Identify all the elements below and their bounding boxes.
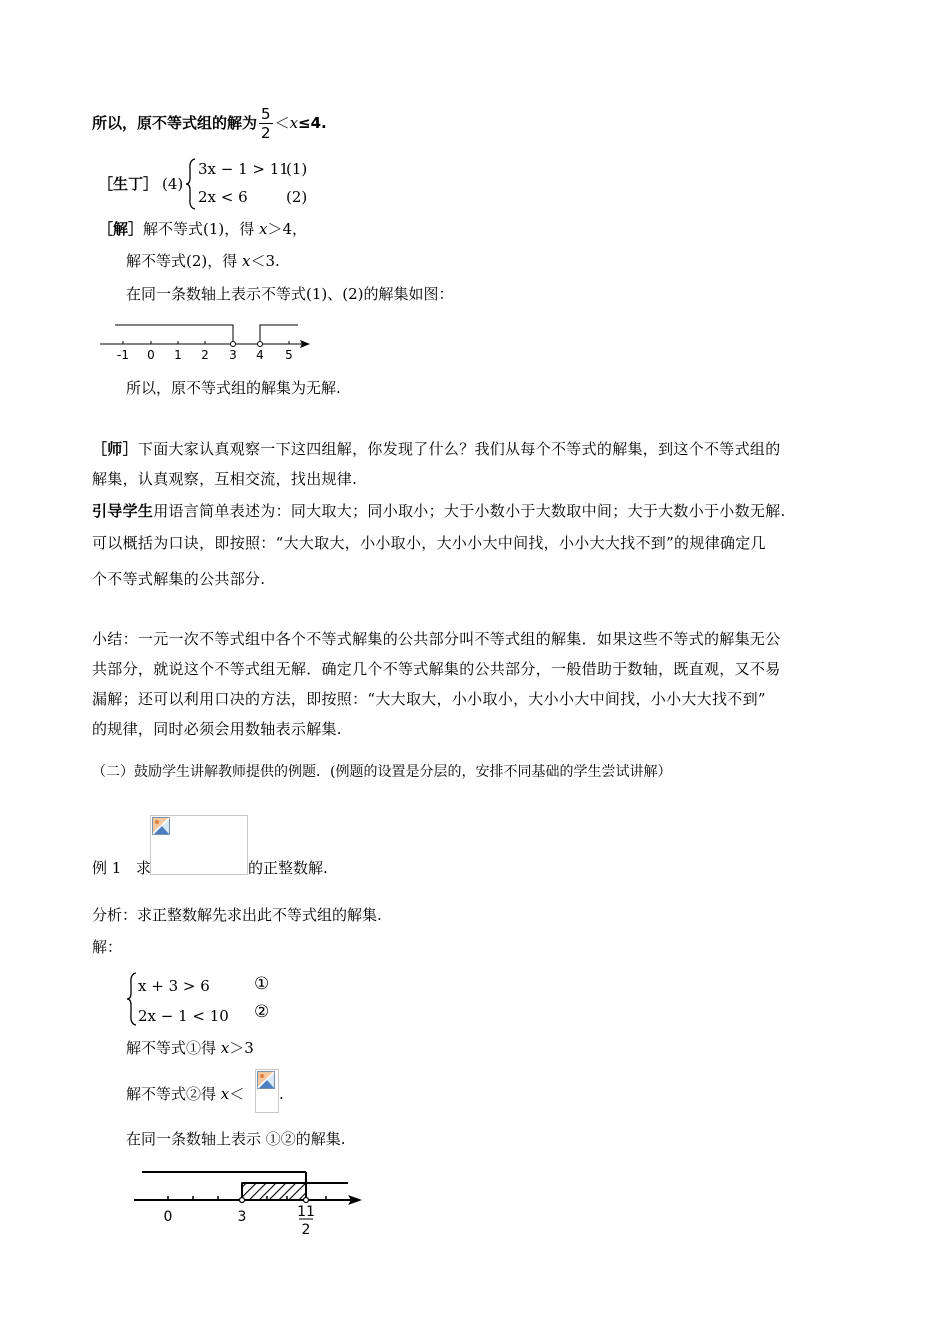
tick-label: 3: [229, 348, 237, 362]
teacher-tag: ［师］: [92, 440, 138, 458]
summary-line-4: 的规律，同时必须会用数轴表示解集.: [92, 720, 342, 738]
guide-text-1: 用语言简单表述为：同大取大；同小取小；大于小数小于大数取中间；大于大数小于小数无解.: [153, 502, 786, 520]
conclusion-line-3: [92, 103, 327, 143]
fraction-5-2: [259, 105, 273, 142]
hatched-intersection: [242, 1183, 306, 1200]
summary-line-1: 小结：一元一次不等式组中各个不等式解集的公共部分叫不等式组的解集．如果这些不等式的解集无公: [92, 630, 781, 648]
open-point-3: [231, 342, 236, 347]
number-line-1: [98, 320, 328, 364]
var-x: x: [289, 114, 299, 132]
section-2-heading: （二）鼓励学生讲解教师提供的例题．(例题的设置是分层的，安排不同基础的学生尝试讲解）: [92, 764, 672, 780]
equation-2: 2x − 1 < 10: [138, 1007, 229, 1025]
solution-text: 解不等式(2)，得: [126, 252, 243, 270]
example-1-line: [92, 858, 121, 878]
inequality-system: [126, 972, 286, 1028]
teacher-paragraph: [92, 434, 872, 494]
solution-4-line-1: [98, 219, 307, 239]
summary-line-2: 共部分，就说这个不等式组无解．确定几个不等式解集的公共部分，一般借助于数轴，既直观，又不易: [92, 660, 781, 678]
problem-4: [98, 156, 328, 212]
solution-text-end: ＞4，: [267, 220, 308, 238]
step-text: 解不等式①得: [126, 1039, 221, 1057]
solve-label: 解：: [92, 938, 123, 956]
step-text-lt: ＜: [229, 1085, 245, 1103]
analysis-line: 分析：求正整数解先求出此不等式组的解集.: [92, 906, 382, 924]
tick-label: 0: [147, 348, 155, 362]
guide-paragraph: [92, 496, 872, 594]
equation-2: 2x < 6: [198, 188, 248, 206]
tick-label-0: 0: [163, 1209, 173, 1225]
equation-1: 3x − 1 > 11: [198, 160, 289, 178]
solution-text: 解不等式(1)，得: [143, 220, 260, 238]
teacher-text-1: 下面大家认真观察一下这四组解，你发现了什么？我们从每个不等式的解集，到这个不等式组的: [137, 440, 781, 458]
example-label: 例 1: [92, 859, 122, 877]
broken-image-icon: [152, 817, 170, 835]
guide-tag: 引导学生: [92, 502, 154, 520]
solution-bracket-x-gt-4: [260, 325, 298, 341]
tick-label: 5: [285, 348, 293, 362]
open-point-11-2: [304, 1198, 309, 1203]
open-point-4: [258, 342, 263, 347]
tick-label-frac-den: 2: [301, 1222, 311, 1238]
tick-label: 1: [174, 348, 182, 362]
solution-text-end: ＜3.: [250, 252, 280, 270]
open-point-3: [240, 1198, 245, 1203]
problem-label: (4): [162, 175, 184, 193]
solution-4-line-3: 在同一条数轴上表示不等式(1)、(2)的解集如图：: [126, 285, 454, 303]
equation-1-number: ①: [254, 974, 270, 994]
number-line-2: [128, 1162, 368, 1242]
conclusion-suffix: ≤4.: [298, 114, 327, 132]
left-brace: [126, 972, 138, 1026]
conclusion-prefix: 所以，原不等式组的解为: [92, 114, 258, 132]
guide-text-3: 个不等式解集的公共部分.: [92, 570, 266, 588]
frac-den: 2: [261, 124, 271, 142]
frac-num: 5: [261, 105, 271, 123]
solution-bracket-x-lt-3: [115, 325, 233, 341]
lt-sign: ＜: [274, 114, 290, 132]
var-x: x: [220, 1039, 230, 1057]
var-x: x: [259, 220, 268, 238]
teacher-text-2: 解集，认真观察，互相交流，找出规律.: [92, 470, 358, 488]
step-1: [126, 1038, 254, 1058]
student-tag: ［生丁］: [98, 175, 159, 193]
summary-line-3: 漏解；还可以利用口决的方法，即按照：“大大取大，小小取小，大小小大中间找，小小大大找不到”: [92, 690, 766, 708]
equation-2-number: ②: [254, 1002, 270, 1022]
example-suffix: 的正整数解.: [248, 859, 328, 877]
solution-4-conclusion: 所以，原不等式组的解集为无解.: [126, 379, 341, 397]
equation-1-number: (1): [286, 160, 308, 178]
tick-label-3: 3: [237, 1209, 247, 1225]
solution-4-line-2: [126, 251, 280, 271]
solution-tag: ［解］: [98, 220, 144, 238]
example-ask: 求: [136, 859, 152, 877]
tick-label: 4: [256, 348, 264, 362]
broken-image-icon: [257, 1071, 275, 1089]
step-2: [126, 1084, 244, 1104]
tick-label: -1: [117, 348, 129, 362]
equation-1: x + 3 > 6: [138, 977, 210, 995]
left-brace: [185, 158, 197, 210]
step-text-end: ＞3: [229, 1039, 254, 1057]
guide-text-2: 可以概括为口诀，即按照：“大大取大，小小取小，大小小大中间找，小小大大找不到”的规律确定几: [92, 534, 766, 552]
equation-2-number: (2): [286, 188, 308, 206]
var-x: x: [220, 1085, 230, 1103]
step-2-end: .: [279, 1085, 284, 1103]
tick-label: 2: [201, 348, 209, 362]
step-text: 解不等式②得: [126, 1085, 221, 1103]
summary-paragraph: [92, 624, 872, 744]
step-3: 在同一条数轴上表示 ①②的解集.: [126, 1130, 346, 1148]
var-x: x: [242, 252, 251, 270]
tick-label-frac-num: 11: [297, 1204, 315, 1220]
